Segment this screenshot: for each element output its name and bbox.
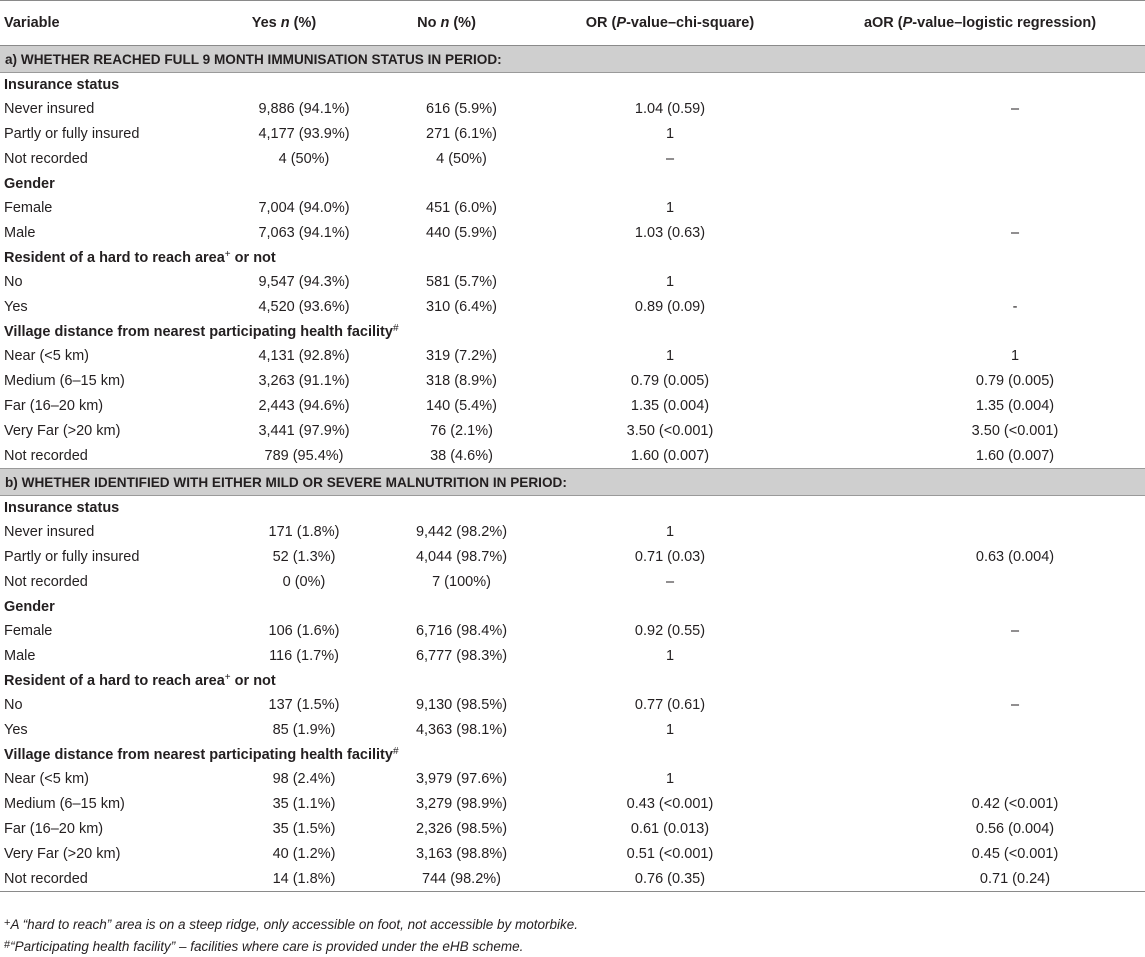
row-label: Yes bbox=[4, 722, 28, 738]
no-value: 3,979 (97.6%) bbox=[415, 771, 508, 787]
table-row bbox=[0, 196, 1145, 221]
table-row bbox=[0, 147, 1145, 172]
header-or: OR (P-value–chi-square) bbox=[525, 1, 815, 46]
row-label: Partly or fully insured bbox=[4, 549, 140, 565]
row-label: Male bbox=[4, 225, 36, 241]
row-label: Female bbox=[4, 623, 53, 639]
footnote-marker: # bbox=[4, 939, 11, 951]
aor-value: 0.63 (0.004) bbox=[975, 549, 1055, 565]
header-aor: aOR (P-value–logistic regression) bbox=[815, 1, 1145, 46]
footnote bbox=[0, 913, 1145, 935]
row-label: Not recorded bbox=[4, 151, 88, 167]
table-header bbox=[0, 1, 1145, 46]
or-value: 1 bbox=[665, 648, 675, 664]
no-value: 38 (4.6%) bbox=[430, 447, 493, 464]
or-value: 1 bbox=[665, 274, 675, 290]
or-value: 1.03 (0.63) bbox=[634, 225, 706, 241]
no-value: 76 (2.1%) bbox=[430, 423, 493, 439]
table-row bbox=[0, 270, 1145, 295]
or-value: 0.79 (0.005) bbox=[630, 373, 710, 389]
yes-value: 4,177 (93.9%) bbox=[258, 126, 350, 142]
group-header bbox=[0, 496, 1145, 520]
yes-value: 4,131 (92.8%) bbox=[258, 348, 350, 364]
header-variable: Variable bbox=[0, 1, 200, 46]
no-value: 616 (5.9%) bbox=[426, 101, 497, 117]
aor-value: 1.35 (0.004) bbox=[975, 398, 1055, 414]
aor-value bbox=[815, 644, 1145, 669]
table-row bbox=[0, 867, 1145, 892]
header-no: No n (%) bbox=[368, 1, 525, 46]
or-value: 0.51 (<0.001) bbox=[626, 846, 714, 862]
yes-value: 2,443 (94.6%) bbox=[258, 398, 350, 414]
group-title bbox=[0, 496, 1145, 520]
no-value: 2,326 (98.5%) bbox=[415, 821, 508, 837]
header-yes: Yes n (%) bbox=[200, 1, 368, 46]
row-label: Medium (6–15 km) bbox=[4, 796, 125, 812]
or-value: 0.43 (<0.001) bbox=[626, 796, 714, 812]
no-value: 271 (6.1%) bbox=[426, 126, 497, 142]
aor-value bbox=[815, 570, 1145, 595]
group-title-text: Gender bbox=[4, 598, 55, 615]
row-label: Not recorded bbox=[4, 574, 88, 590]
or-value: 1 bbox=[665, 348, 675, 364]
table-row bbox=[0, 718, 1145, 743]
no-value: 4,363 (98.1%) bbox=[415, 722, 508, 738]
yes-value: 9,547 (94.3%) bbox=[258, 274, 350, 290]
table-row bbox=[0, 644, 1145, 669]
section-header bbox=[0, 469, 1145, 496]
group-title bbox=[0, 73, 1145, 97]
or-value: 0.92 (0.55) bbox=[634, 623, 706, 639]
table-row bbox=[0, 444, 1145, 469]
group-title-text: Resident of a hard to reach area bbox=[4, 250, 225, 266]
yes-value: 52 (1.3%) bbox=[272, 549, 336, 565]
row-label: Male bbox=[4, 648, 36, 664]
or-value: 0.77 (0.61) bbox=[634, 697, 706, 713]
row-label: No bbox=[4, 274, 23, 290]
row-label: Very Far (>20 km) bbox=[4, 423, 121, 439]
table-row bbox=[0, 570, 1145, 595]
aor-value: – bbox=[1010, 101, 1020, 117]
aor-value bbox=[815, 270, 1145, 295]
no-value: 3,163 (98.8%) bbox=[415, 846, 508, 862]
or-value: 1 bbox=[665, 722, 675, 738]
footnote-marker: + bbox=[4, 917, 11, 929]
group-title bbox=[0, 743, 1145, 767]
row-label: Partly or fully insured bbox=[4, 126, 140, 142]
group-title-suffix: or not bbox=[230, 250, 276, 266]
or-value: 1 bbox=[665, 524, 675, 540]
group-title-text: Insurance status bbox=[4, 499, 120, 516]
aor-value bbox=[815, 147, 1145, 172]
table-row bbox=[0, 394, 1145, 419]
no-value: 4 (50%) bbox=[436, 151, 487, 167]
aor-value: – bbox=[1010, 623, 1020, 639]
table-row bbox=[0, 619, 1145, 644]
aor-value bbox=[815, 520, 1145, 545]
no-value: 744 (98.2%) bbox=[368, 867, 525, 892]
section-title: a) WHETHER REACHED FULL 9 MONTH IMMUNISATION STATUS IN PERIOD: bbox=[0, 46, 1145, 73]
group-title bbox=[0, 595, 1145, 619]
row-label: Medium (6–15 km) bbox=[4, 373, 125, 389]
footnote-marker: + bbox=[224, 672, 231, 683]
table-row bbox=[0, 842, 1145, 867]
footnote bbox=[0, 935, 1145, 957]
table-row bbox=[0, 97, 1145, 122]
table-row bbox=[0, 767, 1145, 792]
row-label: Far (16–20 km) bbox=[4, 821, 104, 837]
yes-value: 3,263 (91.1%) bbox=[258, 373, 350, 389]
table-row bbox=[0, 221, 1145, 246]
yes-value: 3,441 (97.9%) bbox=[258, 423, 350, 439]
aor-value: 0.56 (0.004) bbox=[975, 821, 1055, 837]
row-label: Near (<5 km) bbox=[4, 348, 90, 364]
row-label: Far (16–20 km) bbox=[4, 398, 104, 414]
or-value: 0.76 (0.35) bbox=[525, 867, 815, 892]
row-label: Very Far (>20 km) bbox=[4, 846, 121, 862]
no-value: 451 (6.0%) bbox=[426, 200, 497, 216]
no-value: 3,279 (98.9%) bbox=[415, 796, 508, 812]
footnote-marker: # bbox=[392, 746, 399, 757]
or-value: – bbox=[665, 151, 675, 167]
yes-value: 35 (1.5%) bbox=[272, 821, 336, 837]
table-row bbox=[0, 817, 1145, 842]
group-header bbox=[0, 743, 1145, 767]
yes-value: 7,004 (94.0%) bbox=[258, 200, 350, 216]
aor-value: – bbox=[1010, 225, 1020, 241]
group-title-text: Village distance from nearest participating health facility bbox=[4, 747, 393, 763]
or-value: 0.89 (0.09) bbox=[634, 299, 706, 315]
table-row bbox=[0, 122, 1145, 147]
or-value: 1.35 (0.004) bbox=[630, 398, 710, 414]
yes-value: 171 (1.8%) bbox=[268, 524, 340, 540]
table-row bbox=[0, 545, 1145, 570]
aor-value: 0.45 (<0.001) bbox=[971, 846, 1059, 862]
no-value: 7 (100%) bbox=[432, 574, 491, 590]
yes-value: 9,886 (94.1%) bbox=[258, 101, 350, 117]
table-body bbox=[0, 46, 1145, 892]
group-header bbox=[0, 73, 1145, 97]
footnote-text: “Participating health facility” – facilities where care is provided under the eHB scheme. bbox=[10, 939, 524, 954]
yes-value: 106 (1.6%) bbox=[268, 623, 340, 639]
group-title-suffix: or not bbox=[230, 673, 276, 689]
table-row bbox=[0, 693, 1145, 718]
table-row bbox=[0, 419, 1145, 444]
table-row bbox=[0, 295, 1145, 320]
aor-value: 0.79 (0.005) bbox=[975, 373, 1055, 389]
or-value: 1.60 (0.007) bbox=[630, 447, 710, 464]
table-row bbox=[0, 792, 1145, 817]
row-label: Never insured bbox=[4, 101, 95, 117]
table-row bbox=[0, 344, 1145, 369]
aor-value bbox=[815, 122, 1145, 147]
aor-value: 3.50 (<0.001) bbox=[971, 423, 1059, 439]
aor-value: 0.42 (<0.001) bbox=[971, 796, 1059, 812]
group-header bbox=[0, 246, 1145, 270]
or-value: – bbox=[665, 574, 675, 590]
group-title-text: Resident of a hard to reach area bbox=[4, 673, 225, 689]
yes-value: 789 (95.4%) bbox=[264, 447, 344, 464]
group-header bbox=[0, 669, 1145, 693]
aor-value: 1.60 (0.007) bbox=[975, 447, 1055, 464]
group-title-text: Village distance from nearest participating health facility bbox=[4, 324, 393, 340]
or-value: 0.71 (0.03) bbox=[634, 549, 706, 565]
no-value: 4,044 (98.7%) bbox=[415, 549, 508, 565]
yes-value: 85 (1.9%) bbox=[272, 722, 336, 738]
or-value: 0.61 (0.013) bbox=[630, 821, 710, 837]
row-label: Not recorded bbox=[0, 867, 200, 892]
yes-value: 116 (1.7%) bbox=[269, 648, 339, 664]
yes-value: 7,063 (94.1%) bbox=[258, 225, 350, 241]
yes-value: 0 (0%) bbox=[282, 574, 326, 590]
group-header bbox=[0, 172, 1145, 196]
group-title-text: Gender bbox=[4, 175, 55, 192]
or-value: 1 bbox=[665, 200, 675, 216]
aor-value bbox=[815, 196, 1145, 221]
no-value: 581 (5.7%) bbox=[426, 274, 497, 290]
aor-value: – bbox=[1010, 697, 1020, 713]
yes-value: 35 (1.1%) bbox=[272, 796, 336, 812]
no-value: 6,777 (98.3%) bbox=[415, 648, 508, 664]
group-title-text: Insurance status bbox=[4, 76, 120, 93]
group-title bbox=[0, 246, 1145, 270]
or-value: 3.50 (<0.001) bbox=[626, 423, 714, 439]
footnote-marker: # bbox=[392, 323, 399, 334]
group-title bbox=[0, 320, 1145, 344]
no-value: 140 (5.4%) bbox=[426, 398, 497, 414]
yes-value: 4 (50%) bbox=[278, 151, 330, 167]
aor-value: 1 bbox=[1010, 348, 1020, 364]
footnote-text: A “hard to reach” area is on a steep ridge, only accessible on foot, not accessible by motorbike. bbox=[10, 917, 578, 932]
footnote-marker: + bbox=[224, 249, 231, 260]
yes-value: 4,520 (93.6%) bbox=[258, 299, 350, 315]
no-value: 310 (6.4%) bbox=[426, 299, 497, 315]
row-label: Female bbox=[4, 200, 53, 216]
section-header bbox=[0, 46, 1145, 73]
no-value: 319 (7.2%) bbox=[426, 348, 497, 364]
table-row bbox=[0, 369, 1145, 394]
yes-value: 137 (1.5%) bbox=[268, 697, 340, 713]
row-label: Near (<5 km) bbox=[4, 771, 90, 787]
row-label: Never insured bbox=[4, 524, 95, 540]
group-header bbox=[0, 320, 1145, 344]
yes-value: 98 (2.4%) bbox=[272, 771, 336, 787]
row-label: No bbox=[4, 697, 23, 713]
table-row bbox=[0, 520, 1145, 545]
aor-value: - bbox=[1012, 299, 1018, 315]
aor-value bbox=[815, 718, 1145, 743]
group-title bbox=[0, 172, 1145, 196]
no-value: 6,716 (98.4%) bbox=[415, 623, 508, 639]
aor-value: 0.71 (0.24) bbox=[815, 867, 1145, 892]
aor-value bbox=[815, 767, 1145, 792]
or-value: 1 bbox=[665, 126, 675, 142]
or-value: 1.04 (0.59) bbox=[634, 101, 706, 117]
no-value: 9,130 (98.5%) bbox=[415, 697, 508, 713]
no-value: 9,442 (98.2%) bbox=[415, 524, 508, 540]
group-title bbox=[0, 669, 1145, 693]
row-label: Yes bbox=[4, 299, 28, 315]
no-value: 440 (5.9%) bbox=[426, 225, 497, 241]
group-header bbox=[0, 595, 1145, 619]
no-value: 318 (8.9%) bbox=[426, 373, 497, 389]
yes-value: 14 (1.8%) bbox=[200, 867, 368, 892]
section-title: b) WHETHER IDENTIFIED WITH EITHER MILD OR SEVERE MALNUTRITION IN PERIOD: bbox=[0, 469, 1145, 496]
footnotes bbox=[0, 913, 1145, 957]
yes-value: 40 (1.2%) bbox=[272, 846, 336, 862]
row-label: Not recorded bbox=[4, 447, 88, 464]
or-value: 1 bbox=[665, 771, 675, 787]
